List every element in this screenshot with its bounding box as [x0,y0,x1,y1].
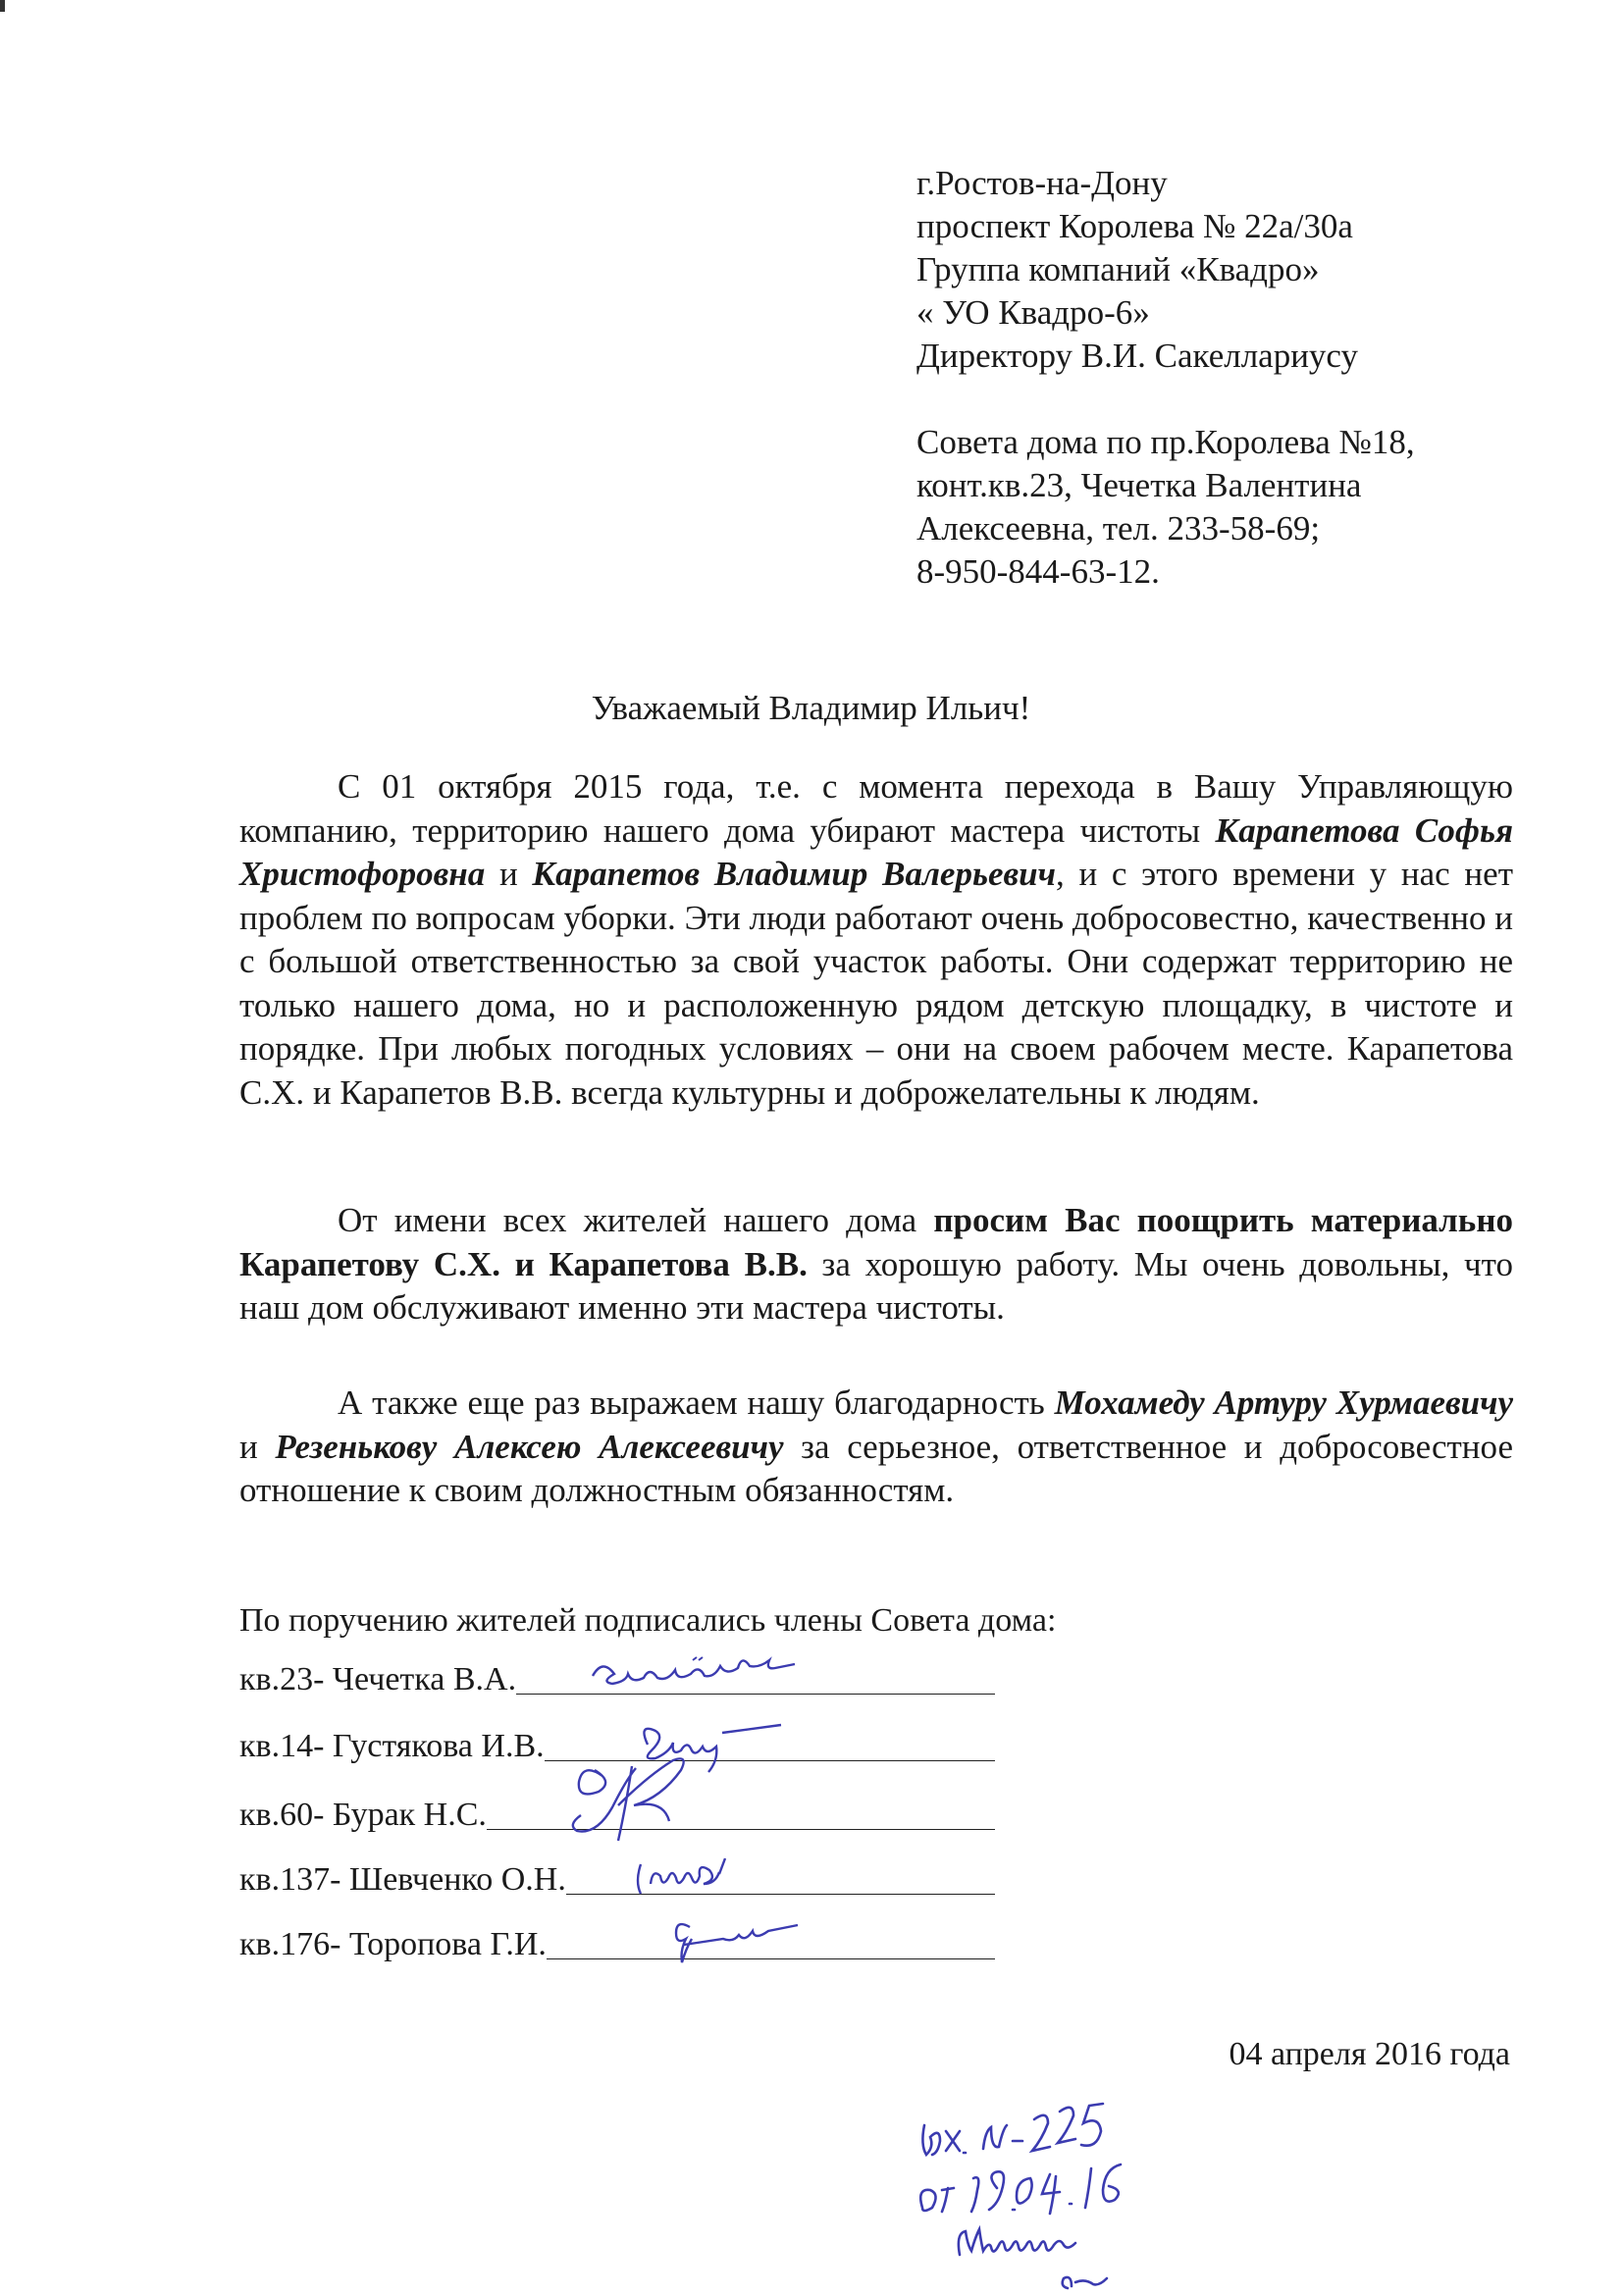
incoming-registration-mark [903,2080,1227,2296]
signature-label: кв.14- Густякова И.В. [239,1728,545,1764]
request-emphasis: просим Вас поощрить материально Карапетову С.Х. и Карапетова В.В. [239,1201,1513,1283]
signature-line [239,1794,995,1837]
recipient-line: проспект Королева № 22а/30а [916,207,1353,245]
address-spacer [916,378,1584,421]
greeting: Уважаемый Владимир Ильич! [591,689,1031,727]
person-name: Мохамеду Артуру Хурмаевичу [1054,1383,1514,1422]
letter-date: 04 апреля 2016 года [1229,2036,1510,2072]
paragraph-thanks-management [239,1382,1513,1513]
handwritten-signature [637,1904,853,1982]
text: , и с этого времени у нас нет проблем по вопросам уборки. Эти люди работают очень добросовестно, качественно и с большой ответственностью за свой участок работы. Они содержат территорию не только нашего дома, но и расположенную рядом детскую площадку, в чистоте и порядке. При любых погодных условиях – они на своем рабочем месте. Карапетова С.Х. и Карапетов В.В. всегда культурны и доброжелательны к людям. [239,855,1513,1112]
signatures-intro: По поручению жителей подписались члены Совета дома: [239,1602,1057,1639]
text: за хорошую работу. Мы очень довольны, что наш дом обслуживают именно эти мастера чистоты. [239,1244,1513,1327]
recipient-line: г.Ростов-на-Дону [916,164,1168,202]
signature-label: кв.23- Чечетка В.А. [239,1661,517,1697]
text: От имени всех жителей нашего дома [338,1201,934,1239]
signature-label: кв.137- Шевченко О.Н. [239,1861,566,1898]
signature-line [239,1923,995,1966]
scan-corner-mark [0,0,5,12]
recipient-line: Директору В.И. Сакеллариусу [916,337,1358,375]
text: С 01 октября 2015 года, т.е. с момента перехода в Вашу Управляющую компанию, территорию нашего дома убирают мастера чистоты [239,767,1513,850]
text: и [239,1427,276,1466]
address-block [916,162,1584,594]
sender-line: Совета дома по пр.Королева №18, [916,423,1415,461]
text: и [485,855,533,893]
sender-line: конт.кв.23, Чечетка Валентина [916,466,1362,504]
person-name: Карапетов Владимир Валерьевич [532,855,1056,893]
handwritten-signature [583,1639,838,1707]
recipient-line: Группа компаний «Квадро» [916,250,1320,288]
person-name: Карапетова Софья Христофоровна [239,810,1513,893]
person-name: Резенькову Алексею Алексеевичу [275,1427,784,1466]
signature-label: кв.60- Бурак Н.С. [239,1797,487,1833]
recipient-line: « УО Квадро-6» [916,293,1150,332]
signature-label: кв.176- Торопова Г.И. [239,1926,547,1962]
signature-line [239,1858,995,1902]
paragraph-request [239,1199,1513,1331]
sender-line: 8-950-844-63-12. [916,552,1160,591]
sender-line: Алексеевна, тел. 233-58-69; [916,509,1321,548]
signature-line [239,1658,995,1701]
text: А также еще раз выражаем нашу благодарность [338,1383,1055,1422]
paragraph-gratitude-cleaners [239,765,1513,1115]
text: за серьезное, ответственное и добросовестное отношение к своим должностным обязанностям. [239,1427,1513,1509]
